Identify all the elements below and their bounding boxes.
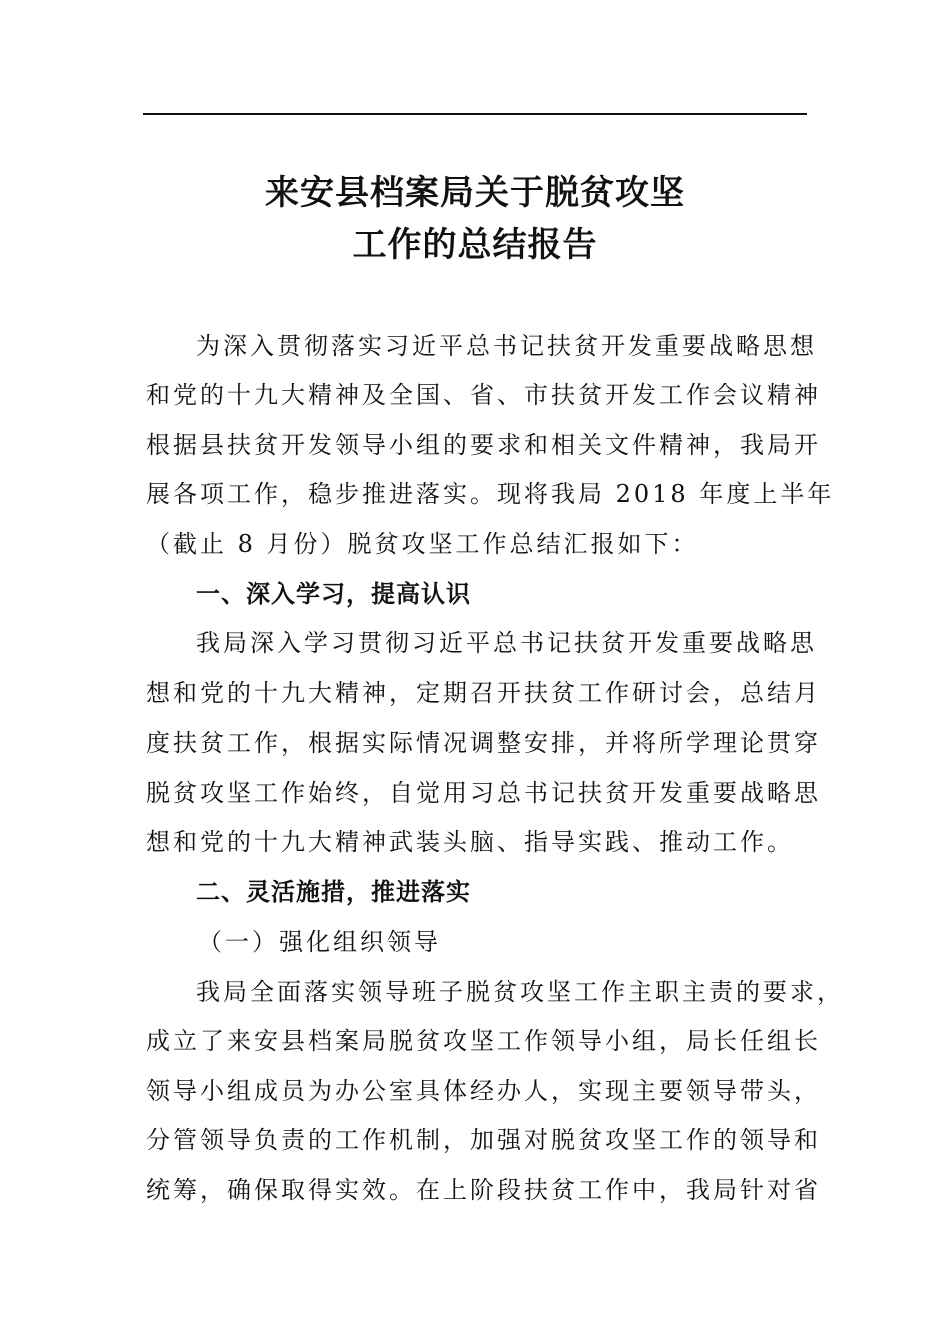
paragraph-line: 领导小组成员为办公室具体经办人，实现主要领导带头， — [146, 1077, 821, 1105]
paragraph-line: 和党的十九大精神及全国、省、市扶贫开发工作会议精神 — [146, 381, 821, 409]
paragraph-line: 想和党的十九大精神，定期召开扶贫工作研讨会，总结月 — [146, 679, 821, 707]
subsection-heading: （一）强化组织领导 — [198, 928, 441, 956]
paragraph-line: 成立了来安县档案局脱贫攻坚工作领导小组，局长任组长 — [146, 1027, 821, 1055]
paragraph-line: 度扶贫工作，根据实际情况调整安排，并将所学理论贯穿 — [146, 729, 821, 757]
paragraph-line: 我局深入学习贯彻习近平总书记扶贫开发重要战略思 — [196, 629, 817, 657]
paragraph-line: 分管领导负责的工作机制，加强对脱贫攻坚工作的领导和 — [146, 1126, 821, 1154]
section-heading-2: 二、灵活施措，推进落实 — [196, 878, 471, 906]
paragraph-line: （截止 8 月份）脱贫攻坚工作总结汇报如下： — [146, 530, 699, 558]
header-rule — [143, 113, 807, 115]
paragraph-line: 想和党的十九大精神武装头脑、指导实践、推动工作。 — [146, 828, 794, 856]
paragraph-line: 展各项工作，稳步推进落实。现将我局 2018 年度上半年 — [146, 480, 835, 508]
paragraph-line: 脱贫攻坚工作始终，自觉用习总书记扶贫开发重要战略思 — [146, 779, 821, 807]
paragraph-line: 为深入贯彻落实习近平总书记扶贫开发重要战略思想 — [196, 332, 817, 360]
document-title-line-2: 工作的总结报告 — [352, 225, 598, 265]
paragraph-line: 根据县扶贫开发领导小组的要求和相关文件精神，我局开 — [146, 431, 821, 459]
paragraph-line: 我局全面落实领导班子脱贫攻坚工作主职主责的要求， — [196, 978, 844, 1006]
section-heading-1: 一、深入学习，提高认识 — [196, 580, 471, 608]
paragraph-line: 统筹，确保取得实效。在上阶段扶贫工作中，我局针对省 — [146, 1176, 821, 1204]
document-title-line-1: 来安县档案局关于脱贫攻坚 — [265, 173, 685, 213]
